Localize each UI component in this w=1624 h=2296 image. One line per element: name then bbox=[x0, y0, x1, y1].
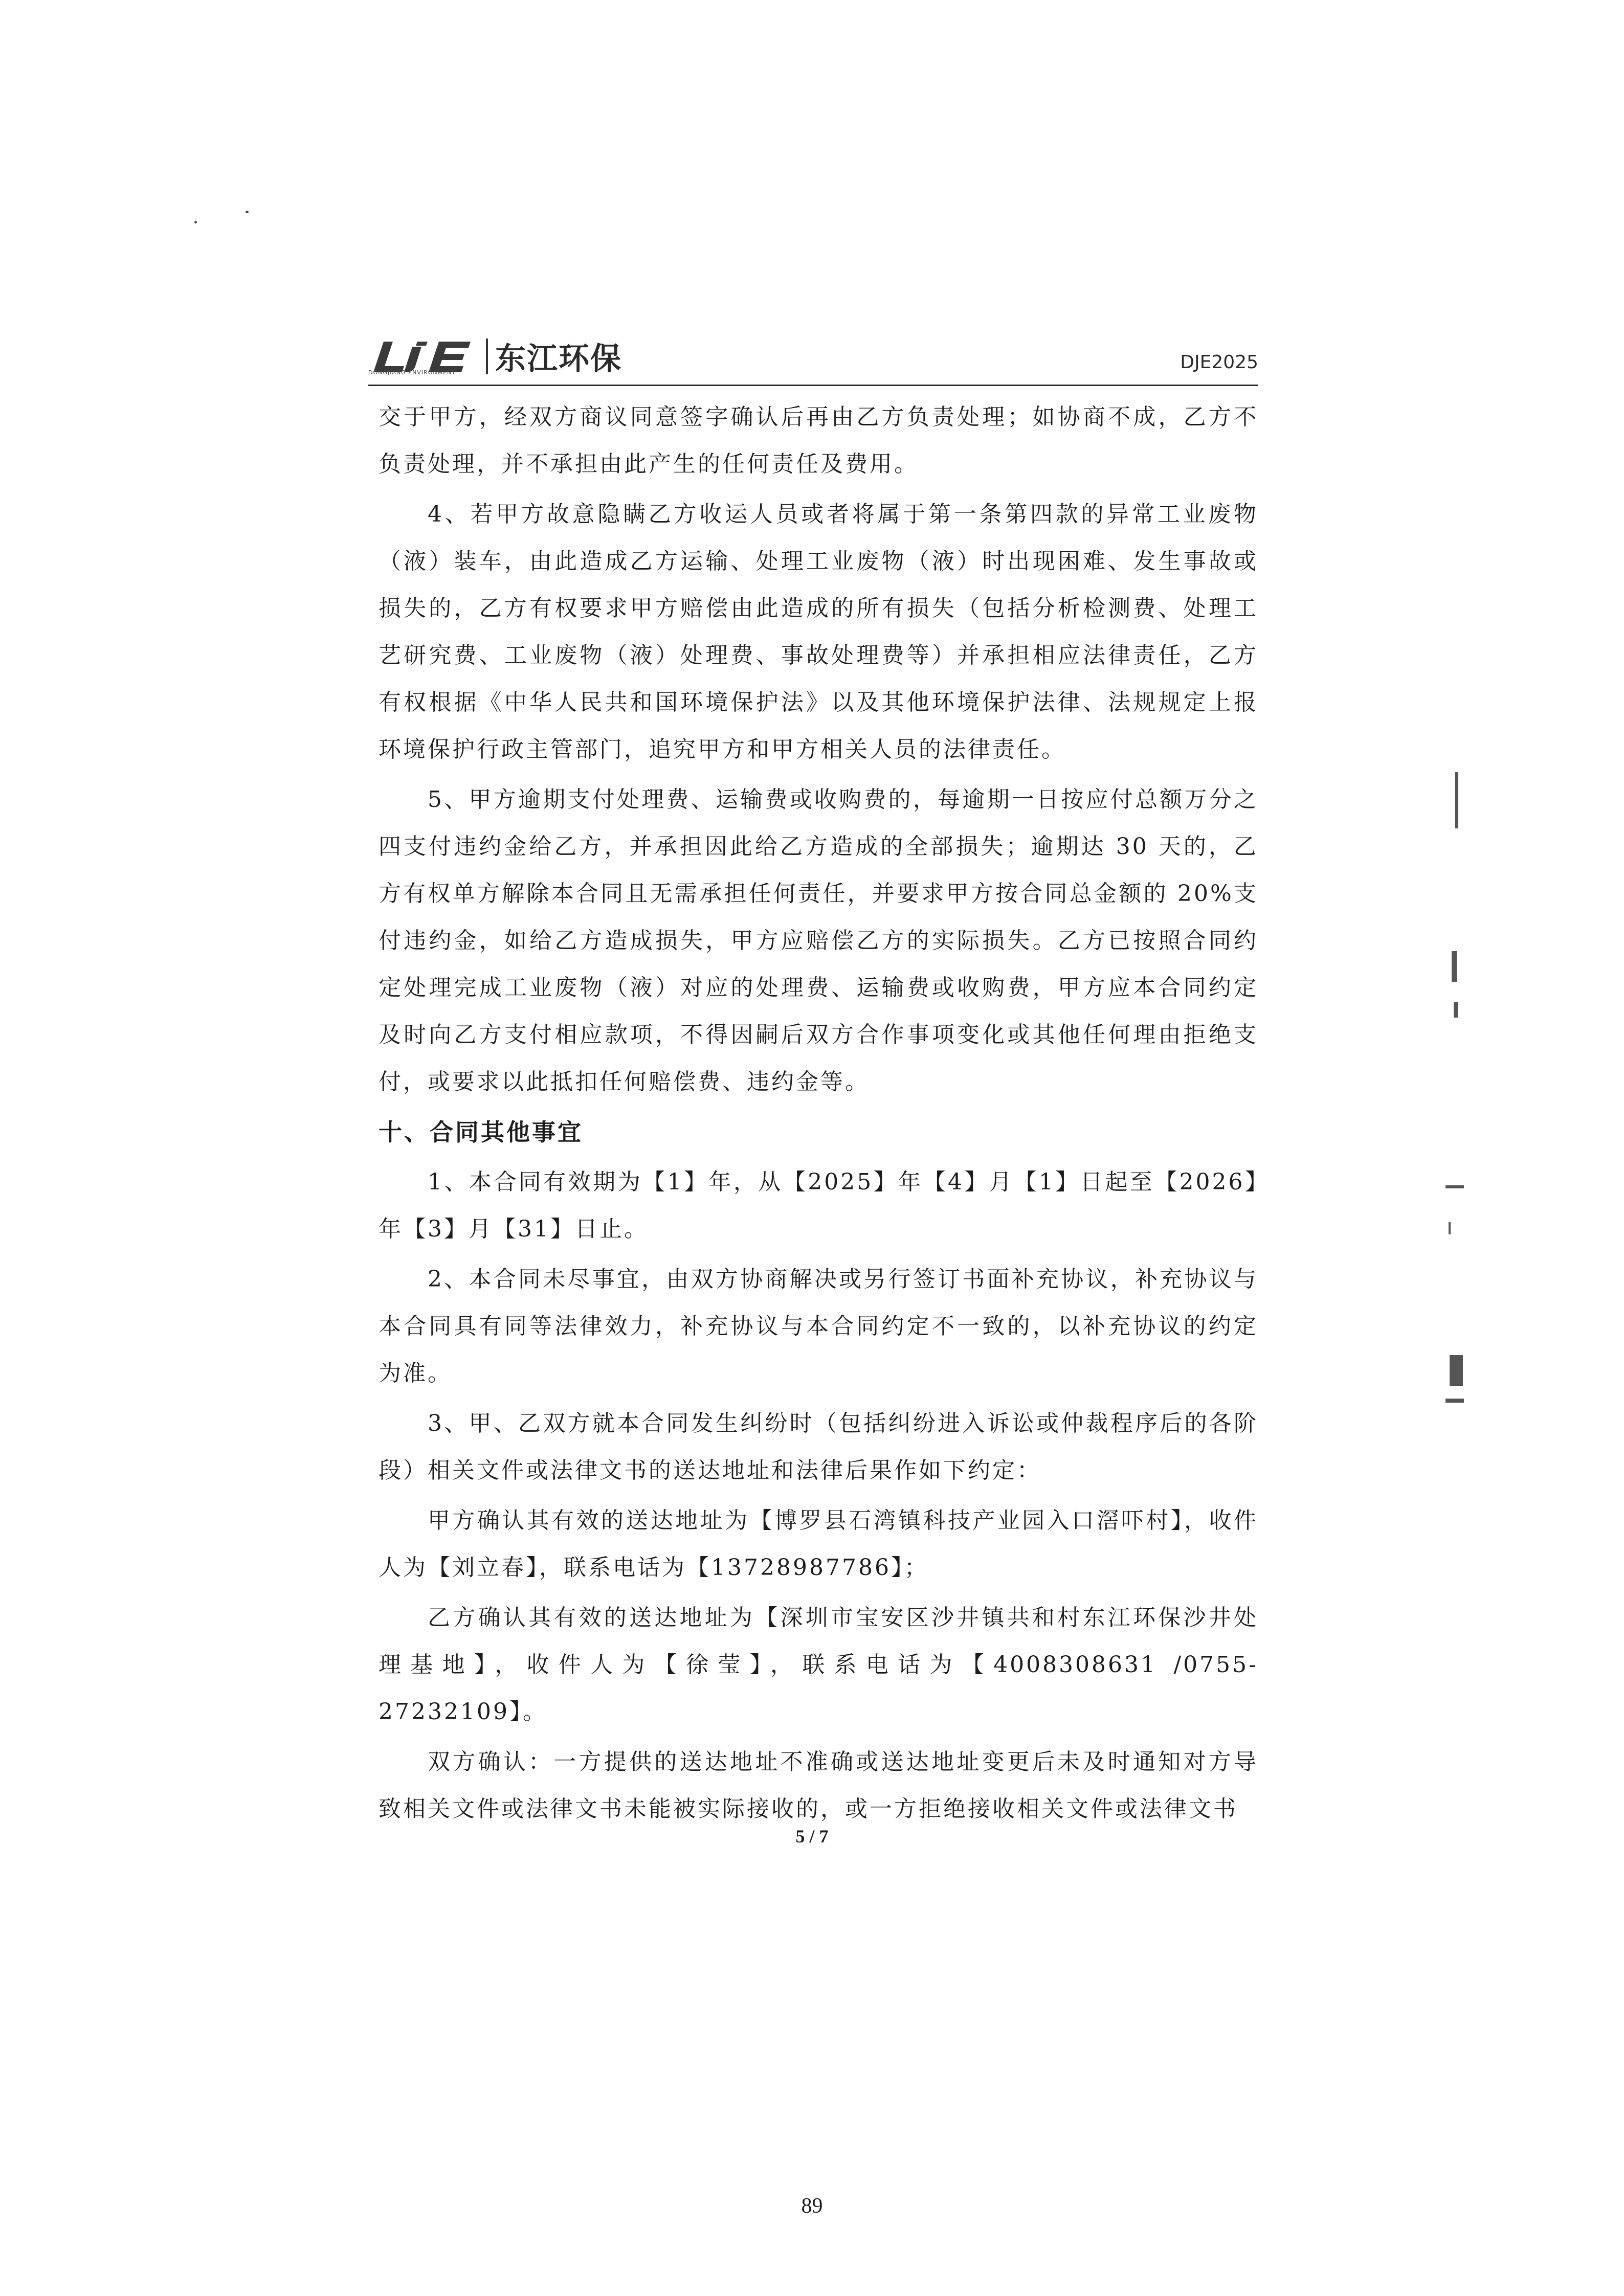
clause-4: 4、若甲方故意隐瞒乙方收运人员或者将属于第一条第四款的异常工业废物（液）装车，由此造成乙方运输、处理工业废物（液）时出现困难、发生事故或损失的，乙方有权要求甲方赔偿由此造成的所有损失（包括分析检测费、处理工艺研究费、工业废物（液）处理费、事故处理费等）并承担相应法律责任，乙方有权根据《中华人民共和国环境保护法》以及其他环境保护法律、法规规定上报环境保护行政主管部门，追究甲方和甲方相关人员的法律责任。 bbox=[379, 501, 1258, 762]
page-header bbox=[368, 327, 1258, 384]
clause-5: 5、甲方逾期支付处理费、运输费或收购费的，每逾期一日按应付总额万分之四支付违约金给乙方，并承担因此给乙方造成的全部损失；逾期达 30 天的，乙方有权单方解除本合同且无需承担任何责任，并要求甲方按合同总金额的 20%支付违约金，如给乙方造成损失，甲方应赔偿乙方的实际损失。乙方已按照合同约定处理完成工业废物（液）对应的处理费、运输费或收购费，甲方应本合同约定及时向乙方支付相应款项，不得因嗣后双方合作事项变化或其他任何理由拒绝支付，或要求以此抵扣任何赔偿费、违约金等。 bbox=[379, 786, 1258, 1095]
scan-artifact bbox=[1450, 1355, 1463, 1386]
scan-artifact bbox=[1455, 772, 1458, 828]
company-name-en: DONGJIANG ENVIRONMENT bbox=[368, 369, 456, 376]
mutual-confirmation: 双方确认：一方提供的送达地址不准确或送达地址变更后未及时通知对方导致相关文件或法律文书未能被实际接收的，或一方拒绝接收相关文件或法律文书 bbox=[379, 1749, 1258, 1822]
section-heading: 十、合同其他事宜 bbox=[379, 1118, 583, 1146]
scan-speck bbox=[194, 221, 197, 223]
scan-artifact bbox=[1454, 1002, 1458, 1018]
contract-body bbox=[379, 394, 1258, 1836]
scan-artifact bbox=[1449, 1222, 1451, 1234]
paragraph-continuation: 交于甲方，经双方商议同意签字确认后再由乙方负责处理；如协商不成，乙方不负责处理，并不承担由此产生的任何责任及费用。 bbox=[379, 404, 1258, 477]
scan-artifact bbox=[1452, 951, 1457, 982]
party-a-address: 甲方确认其有效的送达地址为【博罗县石湾镇科技产业园入口滘吓村】，收件人为【刘立春】，联系电话为【13728987786】； bbox=[379, 1507, 1258, 1581]
party-b-address: 乙方确认其有效的送达地址为【深圳市宝安区沙井镇共和村东江环保沙井处理基地】，收件人为【徐莹】，联系电话为【4008308631 /0755-27232109】。 bbox=[379, 1605, 1258, 1725]
logo-divider bbox=[486, 339, 488, 374]
scan-artifact bbox=[1445, 1185, 1464, 1188]
scan-speck bbox=[246, 211, 249, 213]
page-indicator: 5 / 7 bbox=[795, 1826, 829, 1847]
scan-page-number: 89 bbox=[801, 2194, 823, 2218]
scan-artifact bbox=[1445, 1399, 1464, 1403]
term-clause-1: 1、本合同有效期为【1】年，从【2025】年【4】月【1】日起至【2026】年【3】月【31】日止。 bbox=[379, 1169, 1258, 1242]
header-rule bbox=[368, 385, 1258, 386]
document-code: DJE2025 bbox=[1180, 352, 1258, 373]
company-name-cn: 东江环保 bbox=[495, 341, 622, 377]
term-clause-3: 3、甲、乙双方就本合同发生纠纷时（包括纠纷进入诉讼或仲裁程序后的各阶段）相关文件或法律文书的送达地址和法律后果作如下约定： bbox=[379, 1410, 1258, 1483]
term-clause-2: 2、本合同未尽事宜，由双方协商解决或另行签订书面补充协议，补充协议与本合同具有同等法律效力，补充协议与本合同约定不一致的，以补充协议的约定为准。 bbox=[379, 1266, 1258, 1386]
